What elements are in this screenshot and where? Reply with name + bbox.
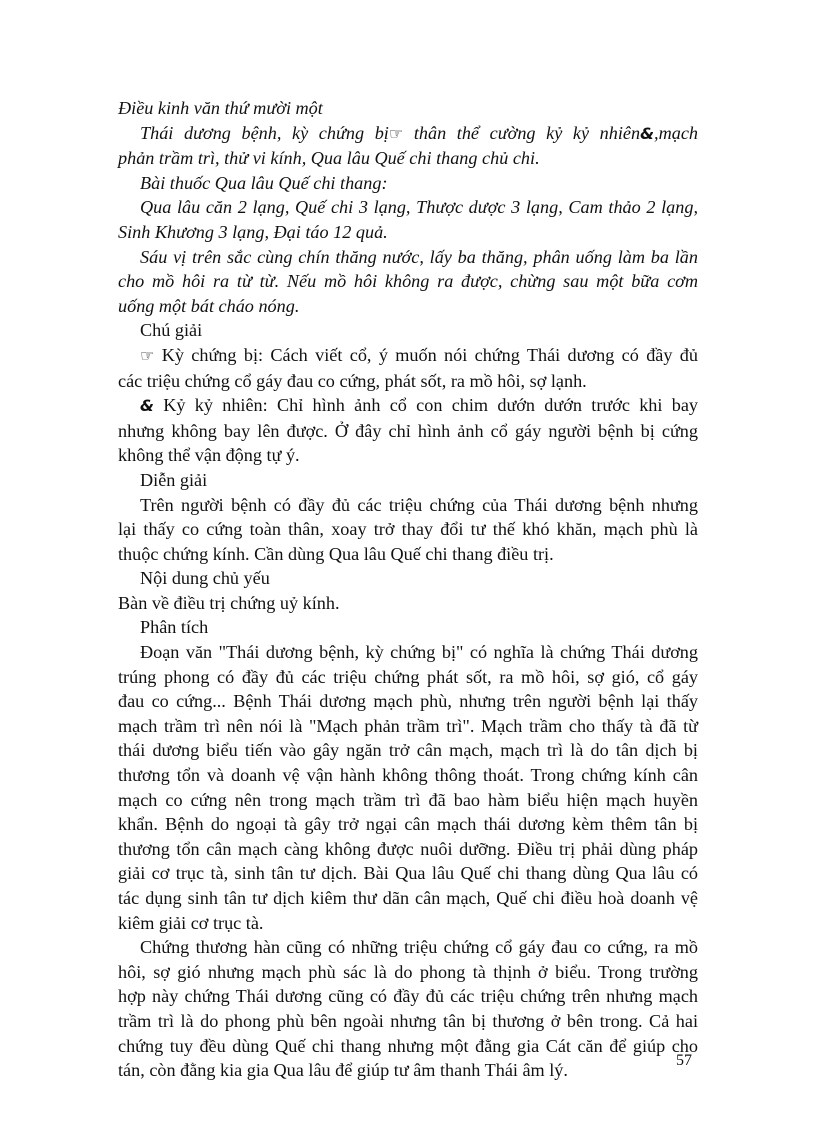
text-line: Bàn về điều trị chứng uỷ kính.: [118, 592, 340, 613]
text-line: hôi, sợ gió nhưng mạch phù sác là do phong tà thịnh ở biểu. Trong trường: [118, 961, 698, 982]
text-line: thuộc chứng kính. Cần dùng Qua lâu Quế chi thang điều trị.: [118, 543, 554, 564]
text-line: giải cơ trục tà, sinh tân tư dịch. Bài Qua lâu Quế chi thang dùng Qua lâu có: [118, 863, 698, 884]
text-line: chứng tuy đều dùng Quế chi thang nhưng một đằng gia Cát căn để giúp cho: [118, 1035, 698, 1056]
text-line: thương tổn và doanh vệ vận hành không thông thoát. Trong chứng kính cân: [118, 765, 698, 786]
text-line: đau co cứng... Bệnh Thái dương mạch phù, nhưng trên người bệnh lại thấy: [118, 691, 698, 712]
page-number: 57: [676, 1052, 692, 1069]
ampersand-icon: &: [140, 396, 154, 416]
text-line: các triệu chứng cổ gáy đau co cứng, phát sốt, ra mồ hôi, sợ lạnh.: [118, 370, 587, 391]
analysis-title: Phân tích: [140, 617, 209, 638]
text-line: mạch trầm trì nên nói là "Mạch phản trầm trì". Mạch trầm cho thấy tà đã từ: [118, 715, 698, 736]
section-heading: Điều kinh văn thứ mười một: [118, 98, 323, 118]
notes-title: Chú giải: [140, 320, 203, 341]
text-line: Đoạn văn "Thái dương bệnh, kỳ chứng bị" có nghĩa là chứng Thái dương: [140, 642, 698, 663]
text-line: Sinh Khương 3 lạng, Đại táo 12 quả.: [118, 221, 388, 242]
text-line: trầm trì là do phong phù bên ngoài nhưng tân bị thương ở bên trong. Cả hai: [118, 1010, 698, 1031]
text-line: trúng phong có đầy đủ các triệu chứng phát sốt, ra mồ hôi, sợ gió, cổ gáy: [118, 666, 698, 687]
text-line: nhưng không bay lên được. Ở đây chỉ hình ảnh cổ gáy người bệnh bị cứng: [118, 420, 698, 441]
text-line: không thể vận động tự ý.: [118, 445, 300, 466]
text-line: lại thấy co cứng toàn thân, xoay trở thay đổi tư thế khó khăn, mạch phù là: [118, 519, 698, 540]
text-line: thương tổn cân mạch càng không được nuôi dưỡng. Điều trị phải dùng pháp: [118, 838, 698, 859]
text-line: Sáu vị trên sắc cùng chín thăng nước, lấy ba thăng, phân uống làm ba lần: [140, 246, 698, 267]
main-content-title: Nội dung chủ yếu: [140, 568, 270, 589]
text-line: cho mồ hôi ra từ từ. Nếu mồ hôi không ra được, chừng sau một bữa cơm: [118, 271, 698, 292]
pointing-hand-icon: ☞: [140, 345, 155, 365]
text-line: Thái dương bệnh, kỳ chứng bị☞ thân thể cường kỷ kỷ nhiên&,mạch: [140, 122, 698, 143]
text-line: Chứng thương hàn cũng có những triệu chứng cổ gáy đau co cứng, ra mồ: [140, 937, 698, 958]
text-line: thái dương biểu tiến vào gây ngăn trở cân mạch, mạch trì là do tân dịch bị: [118, 740, 698, 761]
text-line: kiêm giải cơ trục tà.: [118, 912, 264, 933]
text-line: hợp này chứng Thái dương cũng có đầy đủ các triệu chứng trên nhưng mạch: [118, 986, 698, 1007]
text-line: phản trầm trì, thử vi kính, Qua lâu Quế chi thang chủ chi.: [118, 148, 540, 169]
recipe-title: Bài thuốc Qua lâu Quế chi thang:: [140, 172, 388, 193]
text-line: khẩn. Bệnh do ngoại tà gây trở ngại cân mạch thái dương kèm thêm tân bị: [118, 814, 698, 835]
explain-title: Diễn giải: [140, 469, 208, 490]
document-page: [118, 96, 698, 1083]
ampersand-icon: &: [640, 123, 655, 143]
pointing-hand-icon: ☞: [388, 123, 404, 143]
text-line: ☞ Kỳ chứng bị: Cách viết cổ, ý muốn nói chứng Thái dương có đầy đủ: [140, 344, 698, 365]
text-line: tán, còn đằng kia gia Qua lâu để giúp tư âm thanh Thái âm lý.: [118, 1060, 568, 1081]
text-line: Qua lâu căn 2 lạng, Quế chi 3 lạng, Thược dược 3 lạng, Cam thảo 2 lạng,: [140, 197, 698, 218]
text-line: tác dụng sinh tân tư dịch kiêm thư dãn cân mạch, Quế chi điều hoà doanh vệ: [118, 888, 698, 908]
text-line: uống một bát cháo nóng.: [118, 295, 300, 316]
text-line: & Kỷ kỷ nhiên: Chỉ hình ảnh cổ con chim dướn dướn trước khi bay: [140, 395, 698, 416]
text-line: Trên người bệnh có đầy đủ các triệu chứng của Thái dương bệnh nhưng: [140, 494, 698, 515]
text-line: mạch co cứng nên trong mạch trầm trì đã bao hàm biểu hiện mạch huyền: [118, 789, 698, 810]
